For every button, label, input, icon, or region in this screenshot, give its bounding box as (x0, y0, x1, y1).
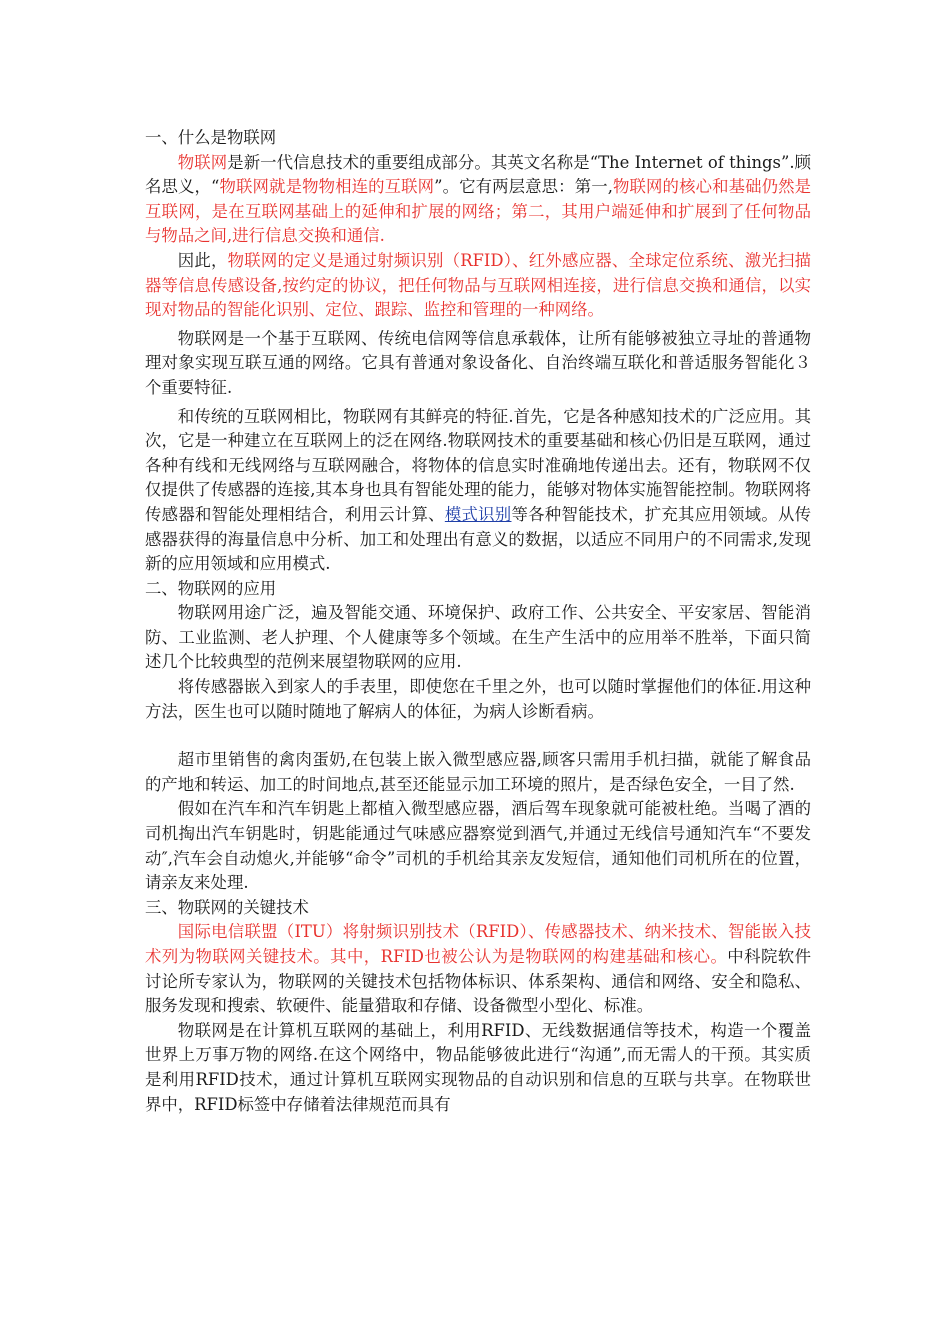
paragraph-key-technologies (145, 920, 811, 1018)
highlight-text: 国际电信联盟（ITU）将射频识别技术（RFID）、传感器技术、纳米技术、智能嵌入技术列为物联网关键技术。其中，RFID也被公认为是物联网的构建基础和核心。 (145, 922, 811, 966)
paragraph-application-supermarket: 超市里销售的禽肉蛋奶,在包装上嵌入微型感应器,顾客只需用手机扫描，就能了解食品的产地和转运、加工的时间地点,甚至还能显示加工环境的照片，是否绿色安全，一目了然. (145, 750, 811, 794)
paragraph-iot-essence: 物联网是在计算机互联网的基础上，利用RFID、无线数据通信等技术，构造一个覆盖世界上万事万物的网络.在这个网络中，物品能够彼此进行“沟通”,而无需人的干预。其实质是利用RFID技术，通过计算机互联网实现物品的自动识别和信息的互联与共享。在物联世界中，RFID标签中存储着法律规范而具有 (145, 1020, 811, 1114)
paragraph-iot-characteristics (145, 405, 811, 577)
body-text: 中科院软件讨论所专家认为，物联网的关键技术包括物体标识、体系架构、通信和网络、安全和隐私、服务发现和搜索、软硬件、能量猎取和存储、设备微型小型化、标准。 (145, 947, 812, 1016)
body-text: 等各种智能技术，扩充其应用领域。从传感器获得的海量信息中分析、加工和处理出有意义的数据，以适应不同用户的不同需求,发现新的应用领域和应用模式. (145, 504, 812, 574)
document-body (145, 126, 811, 1117)
paragraph-applications-overview: 物联网用途广泛，遍及智能交通、环境保护、政府工作、公共安全、平安家居、智能消防、工业监测、老人护理、个人健康等多个领域。在生产生活中的应用举不胜举，下面只简述几个比较典型的范例来展望物联网的应用. (145, 603, 811, 672)
highlight-text: 物联网 (177, 152, 228, 172)
spacer (145, 724, 811, 748)
body-text: ”。它有两层意思：第一, (434, 177, 613, 197)
paragraph-iot-intro (145, 151, 811, 249)
section-heading-key-technologies: 三、物联网的关键技术 (145, 897, 309, 917)
body-text: 是新一代信息技术的重要组成部分。其英文名称是“The Internet of things”.顾名思义，“ (145, 152, 812, 197)
section-heading-what-is-iot: 一、什么是物联网 (145, 128, 277, 147)
section-heading-iot-applications: 二、物联网的应用 (145, 578, 277, 598)
paragraph-application-car: 假如在汽车和汽车钥匙上都植入微型感应器，酒后驾车现象就可能被杜绝。当喝了酒的司机掏出汽车钥匙时，钥匙能通过气味感应器察觉到酒气,并通过无线信号通知汽车“不要发动″,汽车会自动熄火,并能够“命令”司机的手机给其亲友发短信，通知他们司机所在的位置，请亲友来处理. (145, 799, 811, 893)
body-text: 和传统的互联网相比，物联网有其鲜亮的特征.首先，它是各种感知技术的广泛应用。其次，它是一种建立在互联网上的泛在网络.物联网技术的重要基础和核心仍旧是互联网，通过各种有线和无线网络与互联网融合，将物体的信息实时准确地传递出去。还有，物联网不仅仅提供了传感器的连接,其本身也具有智能处理的能力，能够对物体实施智能控制。物联网将传感器和智能处理相结合，利用云计算、 (145, 406, 811, 524)
highlight-text: 物联网就是物物相连的互联网 (219, 177, 435, 197)
highlight-text: 物联网的定义是通过射频识别（RFID）、红外感应器、全球定位系统、激光扫描器等信息传感设备,按约定的协议，把任何物品与互联网相连接，进行信息交换和通信，以实现对物品的智能化识别、定位、跟踪、监控和管理的一种网络。 (145, 250, 811, 320)
pattern-recognition-link[interactable]: 模式识别 (444, 504, 512, 524)
paragraph-iot-definition (145, 249, 811, 323)
body-text: 因此， (177, 250, 228, 270)
highlight-text: 物联网的核心和基础仍然是互联网，是在互联网基础上的延伸和扩展的网络；第二，其用户端延伸和扩展到了任何物品与物品之间,进行信息交换和通信. (145, 177, 812, 246)
paragraph-iot-features: 物联网是一个基于互联网、传统电信网等信息承载体，让所有能够被独立寻址的普通物理对象实现互联互通的网络。它具有普通对象设备化、自治终端互联化和普适服务智能化３个重要特征. (145, 328, 811, 397)
paragraph-application-watch: 将传感器嵌入到家人的手表里，即使您在千里之外，也可以随时掌握他们的体征.用这种方法，医生也可以随时随地了解病人的体征，为病人诊断看病。 (145, 677, 811, 721)
